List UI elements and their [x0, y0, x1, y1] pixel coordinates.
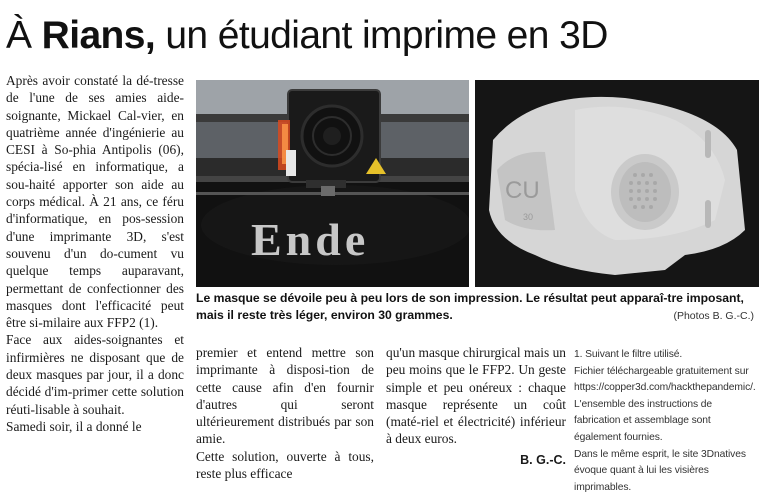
headline-prefix: À	[6, 14, 42, 57]
byline: B. G.-C.	[520, 452, 566, 467]
article-column-3	[386, 344, 566, 469]
headline-place: Rians,	[41, 14, 156, 57]
mask-photo	[475, 80, 759, 287]
photo-credit: (Photos B. G.-C.)	[673, 310, 754, 322]
article-paragraph: qu'un masque chirurgical mais un peu moins que le FFP2. Un geste simple et peu onéreux : chaque masque représente un coût (maté-riel et électricité) inférieur à deux euros.	[386, 345, 566, 447]
article-paragraph: Samedi soir, il a donné le	[6, 418, 142, 434]
mask-logo-text: CU	[505, 177, 540, 204]
printer-photo	[196, 80, 469, 287]
footnote-line: 1. Suivant le filtre utilisé.	[574, 349, 683, 360]
mask-logo-subtext: 30	[523, 212, 534, 222]
article-paragraph: Face aux aides-soignantes et infirmières ne disposant que de deux masques par jour, il a donc décidé d'im-primer cette solution réuti-lisable à souhait.	[6, 332, 184, 417]
footnote-box	[574, 347, 758, 492]
article-paragraph: premier et entend mettre son imprimante à disposi-tion de cette cause afin d'en fournir d'autres qui seront ultérieurement distribués par son amie.	[196, 345, 374, 447]
article-column-1	[6, 72, 184, 435]
caption-text: Le masque se dévoile peu à peu lors de son impression. Le résultat peut apparaî-tre imposant, mais il reste très léger, environ 30 grammes.	[196, 291, 744, 322]
article-column-2	[196, 344, 374, 482]
article-paragraph: Cette solution, ouverte à tous, reste plus efficace	[196, 448, 374, 482]
footnote-line: Fichier téléchargeable gratuitement sur https://copper3d.com/hackthepandemic/.	[574, 365, 756, 394]
headline-rest: un étudiant imprime en 3D	[155, 14, 608, 57]
footnote-line: Dans le même esprit, le site 3Dnatives évoque quant à lui les visières imprimables.	[574, 448, 746, 492]
footnote-line: L'ensemble des instructions de fabrication et assemblage sont également fournies.	[574, 398, 713, 443]
article-paragraph: Après avoir constaté la dé-tresse de l'une de ses amies aide-soignante, Mickael Cal-vier, en quatrième année d'ingénierie au CESI à So-phia Antipolis (06), spécia-lisé en informatique, a sou-haité apporter son aide au corps médical. À 21 ans, ce féru d'informatique, en pos-session d'une imprimante 3D, s'est souvenu d'un do-cument vu quelque temps auparavant, permettant de confectionner des masques dont l'efficacité peut être si-milaire aux FFP2 (1).	[6, 73, 184, 331]
printer-brand-text: Ende	[251, 214, 370, 265]
headline	[6, 14, 758, 58]
